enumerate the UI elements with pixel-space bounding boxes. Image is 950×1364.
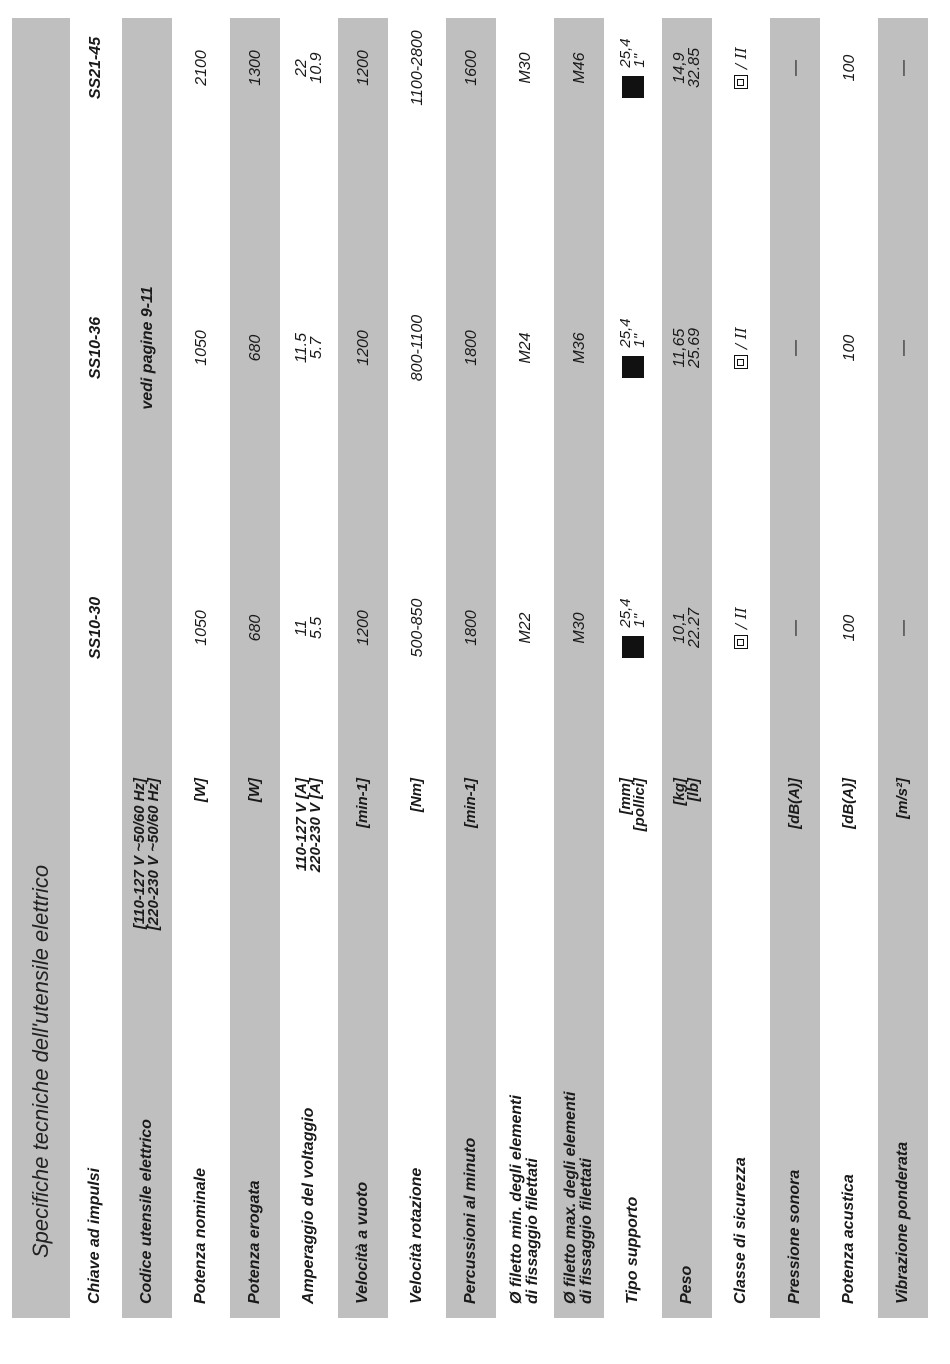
- value-line-1: 25,4: [617, 318, 634, 348]
- row-unit: [608, 778, 658, 948]
- header-label: Chiave ad impulsi: [86, 1167, 103, 1304]
- value-1: 1200: [354, 610, 372, 646]
- code-unit-1: [110-127 V ~50/60 Hz]: [131, 778, 148, 930]
- value-2: M36: [570, 332, 588, 364]
- row-unit: [m/s²]: [894, 778, 911, 819]
- code-note: vedi pagine 9-11: [138, 286, 156, 410]
- value-3: [662, 0, 712, 158]
- value-line-1: 10,1: [671, 612, 688, 644]
- value-3: [284, 0, 334, 158]
- value-2: [608, 258, 658, 438]
- value-2: —: [786, 340, 804, 356]
- row-label: Pressione sonora: [786, 1169, 803, 1304]
- value-3: 100: [840, 54, 858, 82]
- unit-line-2: [lb]: [685, 778, 702, 802]
- square-drive-icon: [622, 636, 644, 658]
- value-2: [284, 258, 334, 438]
- value-line-1: 25,4: [617, 598, 634, 628]
- model-1: SS10-30: [86, 596, 104, 660]
- row-unit: [662, 778, 712, 948]
- value-3: 1200: [354, 50, 372, 86]
- row-label: [500, 1095, 550, 1304]
- title-bar: [12, 18, 70, 1318]
- label-line-1: Ø filetto max. degli elementi: [562, 1091, 579, 1304]
- value-1: 100: [840, 614, 858, 642]
- value-2: 100: [840, 334, 858, 362]
- value-line-2: 5.5: [308, 616, 325, 640]
- value-line-2: 1": [631, 53, 648, 68]
- value-line-1: 22: [293, 59, 310, 77]
- class-text: / II: [731, 607, 750, 629]
- value-2: 1800: [462, 330, 480, 366]
- double-insulation-icon: [734, 355, 748, 369]
- page-title: Specifiche tecniche dell'utensile elettrico: [28, 864, 53, 1258]
- value-2: —: [894, 340, 912, 356]
- square-drive-icon: [622, 356, 644, 378]
- value-2: 680: [246, 334, 264, 362]
- row-label: Potenza nominale: [192, 1167, 209, 1304]
- value-1: [716, 538, 766, 718]
- code-row: [122, 18, 172, 1318]
- value-line-1: 25,4: [617, 38, 634, 68]
- row-percussioni: [446, 18, 496, 1318]
- label-line-2: di fissaggio filettati: [524, 1158, 541, 1304]
- row-label: Tipo supporto: [624, 1196, 641, 1304]
- value-2: [662, 258, 712, 438]
- row-label: Velocità a vuoto: [354, 1181, 371, 1304]
- row-label: Amperaggio del voltaggio: [300, 1107, 317, 1304]
- code-unit: [122, 778, 172, 948]
- value-1: [608, 538, 658, 718]
- value-3: 1100-2800: [408, 30, 426, 106]
- row-label: Vibrazione ponderata: [894, 1141, 911, 1304]
- value-2: 1200: [354, 330, 372, 366]
- value-1: [662, 538, 712, 718]
- value-3: M30: [516, 52, 534, 84]
- code-label: Codice utensile elettrico: [138, 1119, 155, 1304]
- value-3: —: [894, 60, 912, 76]
- value-line-2: 1": [631, 613, 648, 628]
- row-unit: [dB(A)]: [786, 778, 803, 829]
- value-2: 1050: [192, 330, 210, 366]
- unit-line-2: 220-230 V [A]: [307, 778, 324, 873]
- row-amperaggio: [284, 18, 334, 1318]
- unit-line-1: 110-127 V [A]: [293, 778, 310, 872]
- double-insulation-icon: [734, 75, 748, 89]
- row-potenza-nominale: [176, 18, 226, 1318]
- row-vibrazione: [878, 18, 928, 1318]
- value-line-2: 22.27: [686, 607, 703, 649]
- class-text: / II: [731, 327, 750, 349]
- unit-line-1: [mm]: [617, 778, 634, 815]
- value-1: —: [894, 620, 912, 636]
- value-line-2: 25.69: [686, 327, 703, 369]
- class-text: / II: [731, 47, 750, 69]
- value-2: 800-1100: [408, 314, 426, 382]
- row-label: [554, 1092, 604, 1305]
- value-3: M46: [570, 52, 588, 84]
- double-insulation-icon: [734, 635, 748, 649]
- row-velocita-vuoto: [338, 18, 388, 1318]
- row-unit: [284, 778, 334, 948]
- row-filetto-max: [554, 18, 604, 1318]
- label-line-1: Ø filetto min. degli elementi: [508, 1095, 525, 1304]
- value-line-1: 11.5: [293, 333, 310, 363]
- header-row: [70, 18, 120, 1318]
- value-line-2: 1": [631, 333, 648, 348]
- row-potenza-acustica: [824, 18, 874, 1318]
- row-pressione: [770, 18, 820, 1318]
- label-line-2: di fissaggio filettati: [578, 1158, 595, 1304]
- value-3: [608, 0, 658, 158]
- value-1: 500-850: [408, 598, 426, 658]
- row-label: Classe di sicurezza: [732, 1157, 749, 1304]
- value-line-2: 10.9: [308, 52, 325, 84]
- value-line-2: 32.85: [686, 47, 703, 89]
- value-2: M24: [516, 332, 534, 364]
- row-unit: [min-1]: [354, 778, 371, 828]
- value-1: 1800: [462, 610, 480, 646]
- row-tipo-supporto: [608, 18, 658, 1318]
- row-label: Potenza erogata: [246, 1180, 263, 1304]
- value-3: [716, 0, 766, 158]
- value-3: 1300: [246, 50, 264, 86]
- row-classe: [716, 18, 766, 1318]
- square-drive-icon: [622, 76, 644, 98]
- row-label: Velocità rotazione: [408, 1167, 425, 1304]
- row-velocita-rotazione: [392, 18, 442, 1318]
- row-potenza-erogata: [230, 18, 280, 1318]
- code-unit-2: [220-230 V ~50/60 Hz]: [145, 778, 162, 931]
- value-1: M22: [516, 612, 534, 644]
- value-line-1: 11: [293, 619, 310, 637]
- model-3: SS21-45: [86, 36, 104, 100]
- value-line-1: 11,65: [671, 328, 688, 368]
- row-peso: [662, 18, 712, 1318]
- row-unit: [Nm]: [408, 778, 425, 813]
- value-2: [716, 258, 766, 438]
- row-filetto-min: [500, 18, 550, 1318]
- value-1: [284, 538, 334, 718]
- value-line-1: 14,9: [671, 52, 688, 84]
- unit-line-1: [kg]: [671, 778, 688, 806]
- row-unit: [dB(A)]: [840, 778, 857, 829]
- row-label: Percussioni al minuto: [462, 1137, 479, 1304]
- value-1: —: [786, 620, 804, 636]
- value-1: 680: [246, 614, 264, 642]
- value-line-2: 5.7: [308, 336, 325, 360]
- row-unit: [W]: [246, 778, 263, 803]
- value-3: 2100: [192, 50, 210, 86]
- row-label: Potenza acustica: [840, 1174, 857, 1304]
- value-1: 1050: [192, 610, 210, 646]
- row-label: Peso: [678, 1265, 695, 1304]
- value-1: M30: [570, 612, 588, 644]
- unit-line-2: [pollici]: [631, 778, 648, 832]
- model-2: SS10-36: [86, 316, 104, 380]
- value-3: 1600: [462, 50, 480, 86]
- row-unit: [min-1]: [462, 778, 479, 828]
- row-unit: [W]: [192, 778, 209, 803]
- value-3: —: [786, 60, 804, 76]
